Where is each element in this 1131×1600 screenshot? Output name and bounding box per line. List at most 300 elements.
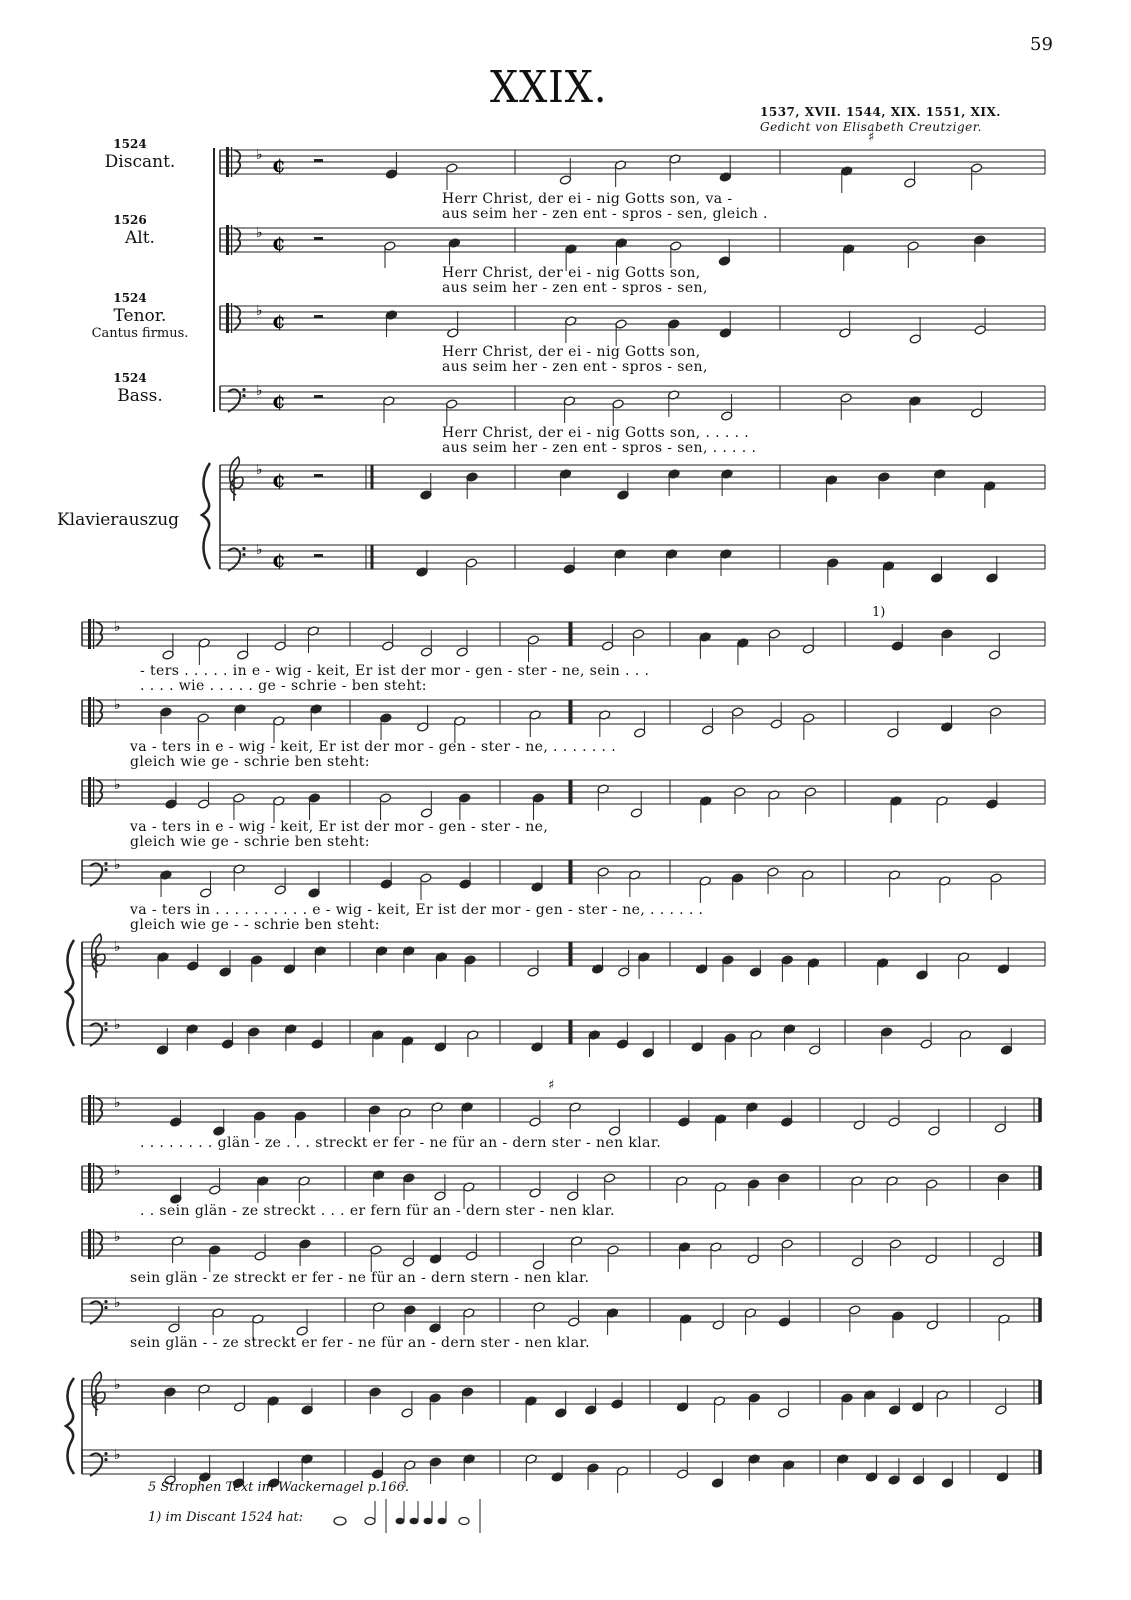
- lyrics-alt-1: Herr Christ, der ei - nig Gotts son,: [442, 265, 701, 281]
- note-head: [992, 1257, 1004, 1267]
- note-head: [379, 793, 391, 803]
- lyrics2-discant-1: - ters . . . . . in e - wig - keit, Er ist der mor - gen - ster - ne, sein . . .: [140, 663, 650, 679]
- alt-label: Alt.: [125, 228, 155, 248]
- s3-c-clef-0: [88, 1095, 91, 1125]
- note-head: [420, 873, 432, 883]
- note-head: [783, 1024, 795, 1034]
- s1-piano-f-clef-dot2: [242, 553, 245, 556]
- s1-rest-0: [314, 159, 323, 162]
- note-head: [283, 964, 295, 974]
- note-head: [382, 641, 394, 651]
- note-head: [212, 1308, 224, 1318]
- note-head: [827, 558, 839, 568]
- s2-c-clef-2-thin: [93, 777, 94, 807]
- note-head: [719, 328, 731, 338]
- note-head: [713, 1396, 725, 1406]
- note-head: [429, 1457, 441, 1467]
- note-head: [461, 1102, 473, 1112]
- note-head: [370, 1245, 382, 1255]
- footnote-ref-marking: 1): [872, 605, 886, 620]
- s1-time-2: ₵: [272, 312, 285, 333]
- s3-flat-3: ♭: [114, 1295, 121, 1311]
- note-head: [721, 411, 733, 421]
- note-head: [429, 1393, 441, 1403]
- note-head: [459, 879, 471, 889]
- note-head: [402, 1257, 414, 1267]
- note-head: [615, 238, 627, 248]
- note-head: [970, 163, 982, 173]
- note-head: [731, 873, 743, 883]
- s1-f-clef-dot1: [242, 388, 245, 391]
- note-head: [222, 1039, 234, 1049]
- note-head: [720, 549, 732, 559]
- s3-flat-2: ♭: [114, 1229, 121, 1245]
- note-head: [851, 1176, 863, 1186]
- s2-piano-f-clef: [90, 1023, 102, 1046]
- note-head: [603, 1173, 615, 1183]
- note-head: [997, 964, 1009, 974]
- lyrics3-tenor: sein glän - ze streckt er fer - ne für an - dern stern - nen klar.: [130, 1270, 590, 1286]
- note-head: [257, 1176, 269, 1186]
- note-head: [778, 1317, 790, 1327]
- lyrics-bass-1: Herr Christ, der ei - nig Gotts son, . . . . .: [442, 425, 750, 441]
- note-head: [941, 722, 953, 732]
- note-head: [525, 1396, 537, 1406]
- s3-f-clef-dot1: [104, 1300, 107, 1303]
- note-head: [592, 964, 604, 974]
- note-head: [809, 1045, 821, 1055]
- note-head: [781, 955, 793, 965]
- note-head: [676, 1469, 688, 1479]
- sharp-marking-2: ♯: [548, 1078, 555, 1093]
- note-head: [737, 638, 749, 648]
- note-head: [253, 1111, 265, 1121]
- note-head: [454, 716, 466, 726]
- note-head: [783, 1460, 795, 1470]
- note-head: [308, 793, 320, 803]
- note-head: [825, 475, 837, 485]
- note-head: [916, 970, 928, 980]
- note-head: [618, 967, 630, 977]
- alt-year: 1526: [113, 213, 147, 227]
- s1-time-3: ₵: [272, 392, 285, 413]
- note-head: [768, 790, 780, 800]
- note-head: [380, 713, 392, 723]
- s2-piano-brace: [66, 940, 74, 1046]
- note-head: [891, 641, 903, 651]
- lyrics2-discant-2: . . . . wie . . . . . ge - schrie - ben steht:: [140, 678, 427, 694]
- s1-flat-0: ♭: [256, 147, 263, 163]
- note-head: [420, 808, 432, 818]
- note-head: [941, 629, 953, 639]
- note-head: [187, 961, 199, 971]
- note-head: [531, 882, 543, 892]
- note-head: [527, 635, 539, 645]
- sharp-marking: ♯: [868, 130, 875, 145]
- note-head: [669, 154, 681, 164]
- note-head: [435, 952, 447, 962]
- page-number: 59: [1030, 34, 1053, 55]
- s2-f-clef-dot2: [104, 868, 107, 871]
- note-head: [678, 1242, 690, 1252]
- s1-flat-1: ♭: [256, 225, 263, 241]
- note-head: [525, 1454, 537, 1464]
- s3-f-clef-dot2: [104, 1306, 107, 1309]
- note-head: [186, 1024, 198, 1034]
- note-head: [909, 396, 921, 406]
- s3-g-clef: [92, 1372, 105, 1416]
- lyrics-tenor-1: Herr Christ, der ei - nig Gotts son,: [442, 344, 701, 360]
- lyrics2-tenor-1: va - ters in e - wig - keit, Er ist der mor - gen - ster - ne,: [130, 819, 549, 835]
- footnote-note: [459, 1518, 469, 1525]
- s1-piano-f-clef-dot1: [242, 547, 245, 550]
- note-head: [416, 567, 428, 577]
- note-head: [840, 166, 852, 176]
- source-references: 1537, XVII. 1544, XIX. 1551, XIX.: [760, 105, 1001, 119]
- lyrics-bass-2: aus seim her - zen ent - spros - sen, . . . . .: [442, 440, 757, 456]
- s1-flat-3: ♭: [256, 383, 263, 399]
- lyrics2-bass-1: va - ters in . . . . . . . . . . e - wig - keit, Er ist der mor - gen - ster - ne, . . . . . .: [130, 902, 704, 918]
- s2-piano-flat-0: ♭: [114, 939, 121, 955]
- note-head: [939, 876, 951, 886]
- note-head: [463, 1182, 475, 1192]
- note-head: [612, 399, 624, 409]
- footnote-note: [365, 1518, 375, 1525]
- s3-c-clef-2-thin: [93, 1229, 94, 1259]
- note-head: [840, 393, 852, 403]
- note-head: [768, 629, 780, 639]
- note-head: [385, 310, 397, 320]
- lyrics2-alt-2: gleich wie ge - schrie ben steht:: [130, 754, 370, 770]
- note-head: [984, 481, 996, 491]
- note-head: [565, 316, 577, 326]
- note-head: [617, 490, 629, 500]
- note-head: [200, 888, 212, 898]
- note-head: [417, 722, 429, 732]
- note-head: [841, 1393, 853, 1403]
- note-head: [587, 1463, 599, 1473]
- note-head: [699, 876, 711, 886]
- s3-piano-f-clef-dot2: [104, 1458, 107, 1461]
- note-head: [559, 175, 571, 185]
- note-head: [699, 632, 711, 642]
- note-head: [642, 1048, 654, 1058]
- s2-piano-flat-1: ♭: [114, 1017, 121, 1033]
- note-head: [565, 244, 577, 254]
- note-head: [849, 1305, 861, 1315]
- note-head: [722, 955, 734, 965]
- s3-c-clef-0-thin: [93, 1095, 94, 1125]
- note-head: [198, 799, 210, 809]
- s2-piano-f-clef-dot1: [104, 1022, 107, 1025]
- note-head: [616, 1039, 628, 1049]
- s3-c-clef-1: [88, 1163, 91, 1193]
- lyrics2-bass-2: gleich wie ge - - schrie ben steht:: [130, 917, 380, 933]
- note-head: [802, 870, 814, 880]
- note-head: [401, 1036, 413, 1046]
- note-head: [997, 1173, 1009, 1183]
- note-head: [695, 964, 707, 974]
- lyrics-discant-1: Herr Christ, der ei - nig Gotts son, va -: [442, 191, 733, 207]
- note-head: [931, 573, 943, 583]
- note-head: [936, 796, 948, 806]
- s3-c-clef-2: [88, 1229, 91, 1259]
- note-head: [778, 1173, 790, 1183]
- note-head: [383, 396, 395, 406]
- bass-year: 1524: [113, 371, 147, 385]
- note-head: [887, 728, 899, 738]
- note-head: [678, 1117, 690, 1127]
- footnote-strophes: 5 Strophen Text im Wackernagel p.166.: [148, 1480, 410, 1495]
- bass-label: Bass.: [117, 386, 163, 406]
- note-head: [882, 561, 894, 571]
- note-head: [710, 1242, 722, 1252]
- s3-c-clef-1-thin: [93, 1163, 94, 1193]
- s1-piano-f-clef: [228, 548, 240, 571]
- note-head: [307, 626, 319, 636]
- note-head: [629, 870, 641, 880]
- note-head: [463, 1454, 475, 1464]
- note-head: [936, 1390, 948, 1400]
- note-head: [748, 1454, 760, 1464]
- note-head: [308, 888, 320, 898]
- note-head: [803, 713, 815, 723]
- piano-reduction-label: Klavierauszug: [56, 510, 180, 530]
- note-head: [209, 1185, 221, 1195]
- footnote-note: [438, 1518, 447, 1525]
- note-head: [676, 1402, 688, 1412]
- s3-piano-brace: [66, 1378, 74, 1474]
- footnote-note: [334, 1517, 346, 1525]
- s2-flat-3: ♭: [114, 857, 121, 873]
- note-head: [237, 650, 249, 660]
- s1-time-0: ₵: [272, 156, 285, 177]
- s2-flat-0: ♭: [114, 619, 121, 635]
- s2-c-clef-1-thin: [93, 697, 94, 727]
- note-head: [989, 707, 1001, 717]
- note-head: [909, 334, 921, 344]
- note-head: [164, 1387, 176, 1397]
- note-head: [1000, 1045, 1012, 1055]
- note-head: [712, 1320, 724, 1330]
- note-head: [219, 967, 231, 977]
- note-head: [372, 1170, 384, 1180]
- note-head: [532, 793, 544, 803]
- note-head: [165, 799, 177, 809]
- note-head: [198, 638, 210, 648]
- note-head: [926, 1320, 938, 1330]
- note-head: [781, 1239, 793, 1249]
- note-head: [563, 396, 575, 406]
- note-head: [638, 952, 650, 962]
- note-head: [420, 647, 432, 657]
- s1-flat-2: ♭: [256, 303, 263, 319]
- note-head: [404, 1460, 416, 1470]
- note-head: [171, 1236, 183, 1246]
- note-head: [314, 946, 326, 956]
- note-head: [529, 1188, 541, 1198]
- note-head: [250, 955, 262, 965]
- note-head: [529, 710, 541, 720]
- note-head: [886, 1176, 898, 1186]
- s3-f-clef: [90, 1301, 102, 1324]
- note-head: [866, 1472, 878, 1482]
- note-head: [585, 1405, 597, 1415]
- note-head: [567, 1191, 579, 1201]
- note-head: [401, 1408, 413, 1418]
- piece-title: XXIX.: [490, 62, 608, 113]
- note-head: [611, 1399, 623, 1409]
- note-head: [375, 946, 387, 956]
- note-head: [802, 644, 814, 654]
- note-head: [372, 1030, 384, 1040]
- note-head: [744, 1308, 756, 1318]
- note-head: [676, 1176, 688, 1186]
- note-head: [597, 784, 609, 794]
- note-head: [384, 241, 396, 251]
- note-head: [781, 1117, 793, 1127]
- note-head: [531, 1042, 543, 1052]
- note-head: [634, 728, 646, 738]
- note-head: [853, 1120, 865, 1130]
- note-head: [588, 1030, 600, 1040]
- note-head: [233, 1402, 245, 1412]
- note-head: [718, 256, 730, 266]
- note-head: [842, 244, 854, 254]
- s3-piano-flat-0: ♭: [114, 1377, 121, 1393]
- s2-f-clef: [90, 863, 102, 886]
- note-head: [912, 1475, 924, 1485]
- note-head: [160, 707, 172, 717]
- tenor-label: Tenor.: [113, 306, 167, 326]
- note-head: [446, 163, 458, 173]
- note-head: [372, 1302, 384, 1312]
- note-head: [162, 650, 174, 660]
- discant-label: Discant.: [104, 152, 176, 172]
- note-head: [616, 1466, 628, 1476]
- note-head: [208, 1245, 220, 1255]
- note-head: [298, 1176, 310, 1186]
- s2-f-clef-dot1: [104, 862, 107, 865]
- note-head: [529, 1117, 541, 1127]
- note-head: [926, 1179, 938, 1189]
- note-head: [748, 1393, 760, 1403]
- note-head: [568, 1317, 580, 1327]
- s1-piano-rest-1: [314, 554, 323, 557]
- note-head: [466, 472, 478, 482]
- s1-piano-flat-0: ♭: [256, 462, 263, 478]
- note-head: [434, 1042, 446, 1052]
- note-head: [878, 472, 890, 482]
- note-head: [570, 1236, 582, 1246]
- s3-piano-flat-1: ♭: [114, 1447, 121, 1463]
- note-head: [614, 549, 626, 559]
- s3-piano-f-clef: [90, 1453, 102, 1476]
- note-head: [670, 241, 682, 251]
- note-head: [464, 955, 476, 965]
- note-head: [880, 1027, 892, 1037]
- note-head: [630, 808, 642, 818]
- note-head: [274, 641, 286, 651]
- note-head: [233, 864, 245, 874]
- note-head: [456, 647, 468, 657]
- s1-piano-time-0: ₵: [272, 471, 285, 492]
- note-head: [928, 1126, 940, 1136]
- note-head: [429, 1323, 441, 1333]
- note-head: [719, 172, 731, 182]
- note-head: [434, 1191, 446, 1201]
- note-head: [907, 241, 919, 251]
- note-head: [957, 952, 969, 962]
- note-head: [746, 1102, 758, 1112]
- note-head: [234, 704, 246, 714]
- note-head: [532, 1260, 544, 1270]
- s1-g-clef: [230, 457, 243, 501]
- note-head: [559, 469, 571, 479]
- s1-rest-1: [314, 237, 323, 240]
- note-head: [747, 1179, 759, 1189]
- note-head: [310, 704, 322, 714]
- note-head: [702, 725, 714, 735]
- note-head: [941, 1478, 953, 1488]
- note-head: [403, 946, 415, 956]
- note-head: [679, 1314, 691, 1324]
- s1-rest-2: [314, 315, 323, 318]
- note-head: [463, 1308, 475, 1318]
- note-head: [995, 1405, 1007, 1415]
- s1-rest-3: [314, 395, 323, 398]
- discant-year: 1524: [113, 137, 147, 151]
- note-head: [252, 1314, 264, 1324]
- note-head: [404, 1305, 416, 1315]
- s1-piano-time-1: ₵: [272, 551, 285, 572]
- s2-flat-1: ♭: [114, 697, 121, 713]
- note-head: [925, 1254, 937, 1264]
- note-head: [254, 1251, 266, 1261]
- note-head: [615, 319, 627, 329]
- lyrics-tenor-2: aus seim her - zen ent - spros - sen,: [442, 359, 708, 375]
- note-head: [711, 1478, 723, 1488]
- s2-flat-2: ♭: [114, 777, 121, 793]
- s2-c-clef-0: [88, 619, 91, 649]
- note-head: [599, 710, 611, 720]
- note-head: [714, 1182, 726, 1192]
- s3-piano-f-clef-dot1: [104, 1452, 107, 1455]
- note-head: [665, 549, 677, 559]
- note-head: [888, 1475, 900, 1485]
- note-head: [372, 1469, 384, 1479]
- note-head: [986, 799, 998, 809]
- note-head: [157, 952, 169, 962]
- note-head: [233, 793, 245, 803]
- note-head: [904, 178, 916, 188]
- note-head: [368, 1105, 380, 1115]
- poet-attribution: Gedicht von Elisabeth Creutziger.: [760, 120, 982, 134]
- note-head: [447, 328, 459, 338]
- lyrics-discant-2: aus seim her - zen ent - spros - sen, gleich .: [442, 206, 768, 222]
- note-head: [285, 1024, 297, 1034]
- footnote-note: [410, 1518, 419, 1525]
- note-head: [750, 1030, 762, 1040]
- note-head: [465, 558, 477, 568]
- note-head: [839, 328, 851, 338]
- note-head: [369, 1387, 381, 1397]
- note-head: [876, 958, 888, 968]
- note-head: [601, 641, 613, 651]
- note-head: [700, 796, 712, 806]
- note-head: [299, 1239, 311, 1249]
- note-head: [721, 469, 733, 479]
